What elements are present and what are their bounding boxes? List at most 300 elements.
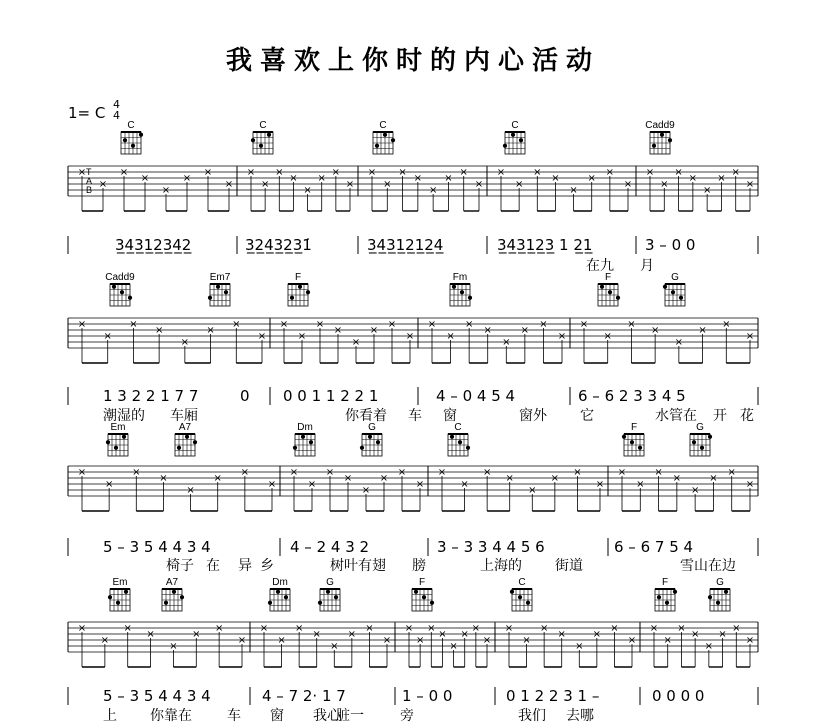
tab-note-x: × [206,325,215,336]
chord-dot [383,133,387,137]
tab-note-x: × [610,623,619,634]
chord-dot [259,144,263,148]
tab-note-x: × [745,479,755,490]
lyric: 上海的 [480,558,522,574]
chord-diagram [106,422,128,456]
tab-note-x: × [438,629,447,640]
chord-dot [716,601,720,605]
jianpu-notes: 3̲2̲4̲3̲2̲3̲1̇ [245,236,312,254]
chord-name: G [671,272,679,283]
chord-dot [193,440,197,444]
jianpu-notes: 6 – 6 2 3 3 4 5 [578,387,686,405]
tab-note-x: × [427,319,437,330]
tab-note-x: × [415,635,425,646]
chord-dot [518,595,522,599]
tab-note-x: × [161,185,171,196]
tab-note-x: × [471,623,481,634]
chord-name: F [661,577,669,588]
tab-note-x: × [617,467,627,478]
tab-note-x: × [645,167,655,178]
lyric: 车 [227,708,241,724]
chord-dot [376,440,380,444]
system-3 [68,466,758,574]
tab-note-x: × [275,167,284,178]
lyric: 你靠在 [150,708,192,724]
tab-note-x: × [650,325,660,336]
tab-note-x: × [146,629,155,640]
chord-dot [673,590,677,594]
tab-note-x: × [709,473,718,484]
lyric: 我心 [313,708,341,724]
lyric: 在 [206,558,220,574]
chord-diagram [121,120,143,154]
chord-diagram [645,120,675,154]
chord-dot [131,144,135,148]
tab-note-x: × [504,623,514,634]
chord-dot [267,133,271,137]
chord-diagram [622,422,644,456]
tab-note-x: × [330,641,339,652]
tab-note-x: × [317,173,326,184]
tab-note-x: × [539,319,548,330]
chord-diagram [268,577,290,611]
tab-note-x: × [345,179,355,190]
chord-dot [108,595,112,599]
chord-name: G [716,577,724,588]
tab-note-x: × [382,635,392,646]
chord-dot [468,296,472,300]
tab-clef-letter: T [86,167,92,177]
tab-note-x: × [496,167,506,178]
tab-note-x: × [745,331,755,342]
chord-name: G [368,422,376,433]
chord-diagram [162,577,184,611]
lyric: 膀 [412,558,426,574]
tab-note-x: × [224,179,234,190]
chord-dot [630,440,634,444]
chord-dot [668,138,672,142]
jianpu-notes: 3̲4̲3̲1̲2̲3̲ 1 2̲1̲ [497,236,593,254]
system-2 [68,318,758,424]
tab-note-x: × [257,331,267,342]
tab-note-x: × [677,623,686,634]
tab-note-x: × [343,473,353,484]
chord-diagram [708,577,730,611]
chord-name: Fm [452,272,468,283]
chord-dot [309,440,313,444]
system-4 [68,622,758,724]
chord-dot [301,435,305,439]
chord-dot [208,296,212,300]
chord-name: C [379,120,387,131]
jianpu-notes: 5 – 3 5 4 4 3 4 [103,538,211,556]
chord-dot [326,590,330,594]
lyric: 窗外 [519,408,547,424]
chord-dot [671,290,675,294]
tab-note-x: × [731,167,740,178]
tab-note-x: × [289,467,299,478]
chord-diagram [208,272,231,306]
chord-name: C [511,120,519,131]
tab-note-x: × [660,179,669,190]
tab-note-x: × [379,473,389,484]
chord-dot [503,144,507,148]
lyric: 乡 [260,558,274,574]
tab-note-x: × [325,467,335,478]
lyric: 椅子 [166,558,194,574]
tab-note-x: × [460,629,469,640]
lyric: 开 [713,408,727,424]
tab-note-x: × [674,167,683,178]
chord-dot [663,285,667,289]
tab-note-x: × [413,173,423,184]
tab-note-x: × [483,325,492,336]
chord-dot [251,138,255,142]
tab-note-x: × [289,173,298,184]
tab-note-x: × [333,325,343,336]
tab-note-x: × [623,179,633,190]
tab-note-x: × [674,337,684,348]
chord-dot [114,446,118,450]
tab-note-x: × [186,485,195,496]
jianpu-notes: 4 – 2 4 3 2 [290,538,370,556]
chord-dot [679,296,683,300]
chord-diagram [105,272,135,306]
chord-diagram [503,120,525,154]
tab-note-x: × [203,167,213,178]
tab-note-x: × [383,179,392,190]
lyric: 水管在 [655,408,697,424]
jianpu-notes: 0 1 2 2 3 1 – [506,687,600,705]
chord-diagram [598,272,620,306]
chord-dot [360,446,364,450]
tab-note-x: × [573,467,582,478]
tab-note-x: × [103,331,112,342]
chord-name: Dm [272,577,288,588]
chord-name: Dm [297,422,313,433]
tab-note-x: × [398,167,407,178]
chord-diagram [318,577,340,611]
tab-note-x: × [427,623,436,634]
chord-dot [124,590,128,594]
tab-note-x: × [297,331,307,342]
tab-note-x: × [192,629,201,640]
tab-note-x: × [627,635,637,646]
tab-note-x: × [704,641,714,652]
chord-dot [519,138,523,142]
chord-name: Cadd9 [645,120,675,131]
tab-note-x: × [119,167,129,178]
lyric: 它 [580,408,594,424]
chord-dot [290,296,294,300]
chord-dot [293,446,297,450]
tab-note-x: × [123,623,132,634]
tab-note-x: × [514,179,524,190]
tab-note-x: × [557,629,566,640]
chord-dot [708,435,712,439]
tab-note-x: × [154,325,164,336]
chord-name: Em7 [209,272,231,283]
chord-dot [657,595,661,599]
chord-dot [700,446,704,450]
chord-dot [375,144,379,148]
tab-note-x: × [277,635,286,646]
chord-dot [120,290,124,294]
tab-note-x: × [460,479,469,490]
tab-note-x: × [77,167,87,178]
tab-note-x: × [259,623,269,634]
tab-note-x: × [77,467,87,478]
chord-dot [450,435,454,439]
chord-dot [422,595,426,599]
chord-name: F [604,272,612,283]
tab-note-x: × [732,623,741,634]
tab-note-x: × [279,319,289,330]
time-sig-top: 4 [113,98,120,111]
chord-dot [638,446,642,450]
chord-dot [164,601,168,605]
chord-dot [391,138,395,142]
chord-name: A7 [165,577,179,588]
chord-dot [268,601,272,605]
chord-name: G [696,422,704,433]
chord-dot [298,285,302,289]
tab-note-x: × [717,173,726,184]
tab-note-x: × [482,635,492,646]
tab-note-x: × [505,473,514,484]
tab-note-x: × [303,185,312,196]
key-signature: 1= C [68,104,106,122]
jianpu-notes: 6 – 6 7 5 4 [614,538,694,556]
tab-note-x: × [415,479,425,490]
tab-note-x: × [605,167,615,178]
chord-dot [177,446,181,450]
chord-name: Em [110,422,126,433]
chord-diagram [108,577,130,611]
chord-name: G [326,577,334,588]
chord-diagram [663,272,685,306]
tab-note-x: × [214,623,224,634]
chord-dot [306,290,310,294]
chord-dot [510,590,514,594]
lyric: 月 [640,258,654,274]
tab-note-x: × [331,167,341,178]
chord-name: C [259,120,267,131]
chord-dot [112,285,116,289]
lyric: 树叶有翅 [330,558,386,574]
chord-diagram [450,272,472,306]
chord-diagram [251,120,273,154]
chord-name: Em [112,577,128,588]
tab-note-x: × [522,635,531,646]
chord-dot [123,138,127,142]
tab-note-x: × [260,179,270,190]
tab-note-x: × [698,325,707,336]
tab-note-x: × [627,319,636,330]
chord-dot [458,440,462,444]
tab-note-x: × [482,467,492,478]
tab-note-x: × [520,325,530,336]
tab-note-x: × [649,623,659,634]
jianpu-notes: 3̲4̲3̲1̲2̲1̲2̲4̲ [367,236,444,254]
jianpu-notes: 5 – 3 5 4 4 3 4 [103,687,211,705]
tab-note-x: × [449,641,458,652]
tab-note-x: × [294,623,304,634]
jianpu-notes: 0 0 1 1 2 2 1 [283,387,379,405]
time-sig-bottom: 4 [113,109,120,122]
tab-note-x: × [129,319,138,330]
chord-name: C [454,422,462,433]
tab-note-x: × [312,629,321,640]
jianpu-notes: 3 – 0 0 [645,236,696,254]
chord-name: C [518,577,526,588]
tab-note-x: × [367,167,377,178]
chord-diagram [288,272,310,306]
tab-note-x: × [98,179,108,190]
chord-dot [334,595,338,599]
lyric: 去哪 [566,708,594,724]
tab-note-x: × [745,635,755,646]
tab-note-x: × [528,485,537,496]
chord-name: A7 [178,422,192,433]
chord-dot [414,590,418,594]
tab-note-x: × [237,635,247,646]
tab-note-x: × [579,319,589,330]
lyric: 脏一 [336,708,364,724]
lyric: 窗 [443,408,457,424]
chord-dot [172,590,176,594]
tab-note-x: × [428,185,438,196]
lyric: 异 [238,558,252,574]
tab-note-x: × [159,473,168,484]
tab-note-x: × [690,629,700,640]
tab-note-x: × [688,173,698,184]
chord-dot [724,590,728,594]
chord-diagram [412,577,434,611]
tab-note-x: × [232,319,241,330]
chord-dot [608,290,612,294]
tab-note-x: × [169,641,178,652]
chord-dot [276,590,280,594]
lyric: 街道 [555,558,583,574]
tab-note-x: × [77,319,87,330]
jianpu-notes: 4 – 7 2· 1 7 [262,687,346,705]
tab-note-x: × [267,479,277,490]
jianpu-notes: 1 3 2 2 1 7 7 [103,387,199,405]
tab-note-x: × [347,629,357,640]
tab-clef-letter: B [86,185,93,195]
chord-dot [318,601,322,605]
chord-diagram [175,422,197,456]
tab-note-x: × [569,185,578,196]
chord-dot [216,285,220,289]
chord-name: C [127,120,135,131]
tab-note-x: × [502,337,511,348]
tab-note-x: × [557,331,567,342]
lyric: 旁 [400,708,414,724]
tab-note-x: × [459,167,468,178]
chord-diagram [448,422,470,456]
tab-note-x: × [397,467,407,478]
chord-name: Cadd9 [105,272,135,283]
chord-diagram [510,577,532,611]
tab-note-x: × [446,331,455,342]
lyric: 上 [103,708,117,724]
chord-dot [660,133,664,137]
tab-note-x: × [437,467,447,478]
tab-note-x: × [745,179,755,190]
tab-note-x: × [702,185,712,196]
tab-note-x: × [365,623,374,634]
tab-note-x: × [727,467,736,478]
lyric: 潮湿的 [103,408,145,424]
chord-dot [692,440,696,444]
tab-note-x: × [595,479,605,490]
tab-note-x: × [405,331,415,342]
chord-dot [180,595,184,599]
tab-note-x: × [213,473,222,484]
tab-note-x: × [246,167,256,178]
chord-dot [116,601,120,605]
chord-diagram [690,422,712,456]
tab-note-x: × [533,167,542,178]
chord-dot [368,435,372,439]
chord-dot [106,440,110,444]
chord-diagram [293,422,315,456]
tab-note-x: × [369,325,379,336]
chord-dot [708,595,712,599]
tab-note-x: × [603,331,612,342]
chord-dot [622,435,626,439]
tab-note-x: × [140,173,150,184]
tab-note-x: × [351,337,361,348]
tab-note-x: × [180,337,190,348]
jianpu-notes: 4 – 0 4 5 4 [436,387,516,405]
lyric: 窗 [270,708,284,724]
lyric: 车厢 [170,408,198,424]
chord-diagram [373,120,395,154]
tab-note-x: × [77,623,87,634]
lyric: 车 [408,408,422,424]
chord-dot [616,296,620,300]
chord-name: F [418,577,426,588]
chord-dot [452,285,456,289]
chord-dot [511,133,515,137]
chord-dot [460,290,464,294]
tab-note-x: × [592,629,602,640]
chord-dot [128,296,132,300]
chord-dot [600,285,604,289]
chord-name: F [630,422,638,433]
tab-note-x: × [575,641,584,652]
lyric: 你看着 [345,408,387,424]
tab-note-x: × [464,319,474,330]
tab-note-x: × [654,467,663,478]
chord-dot [224,290,228,294]
tab-note-x: × [307,479,317,490]
chord-dot [526,601,530,605]
chord-dot [430,601,434,605]
jianpu-notes: 0 [240,387,250,405]
tab-note-x: × [444,173,453,184]
lyric: 我们 [518,708,546,724]
tab-note-x: × [100,635,110,646]
chord-dot [122,435,126,439]
chord-name: F [294,272,302,283]
chord-dot [466,446,470,450]
chord-diagram [655,577,677,611]
tab-note-x: × [663,635,672,646]
